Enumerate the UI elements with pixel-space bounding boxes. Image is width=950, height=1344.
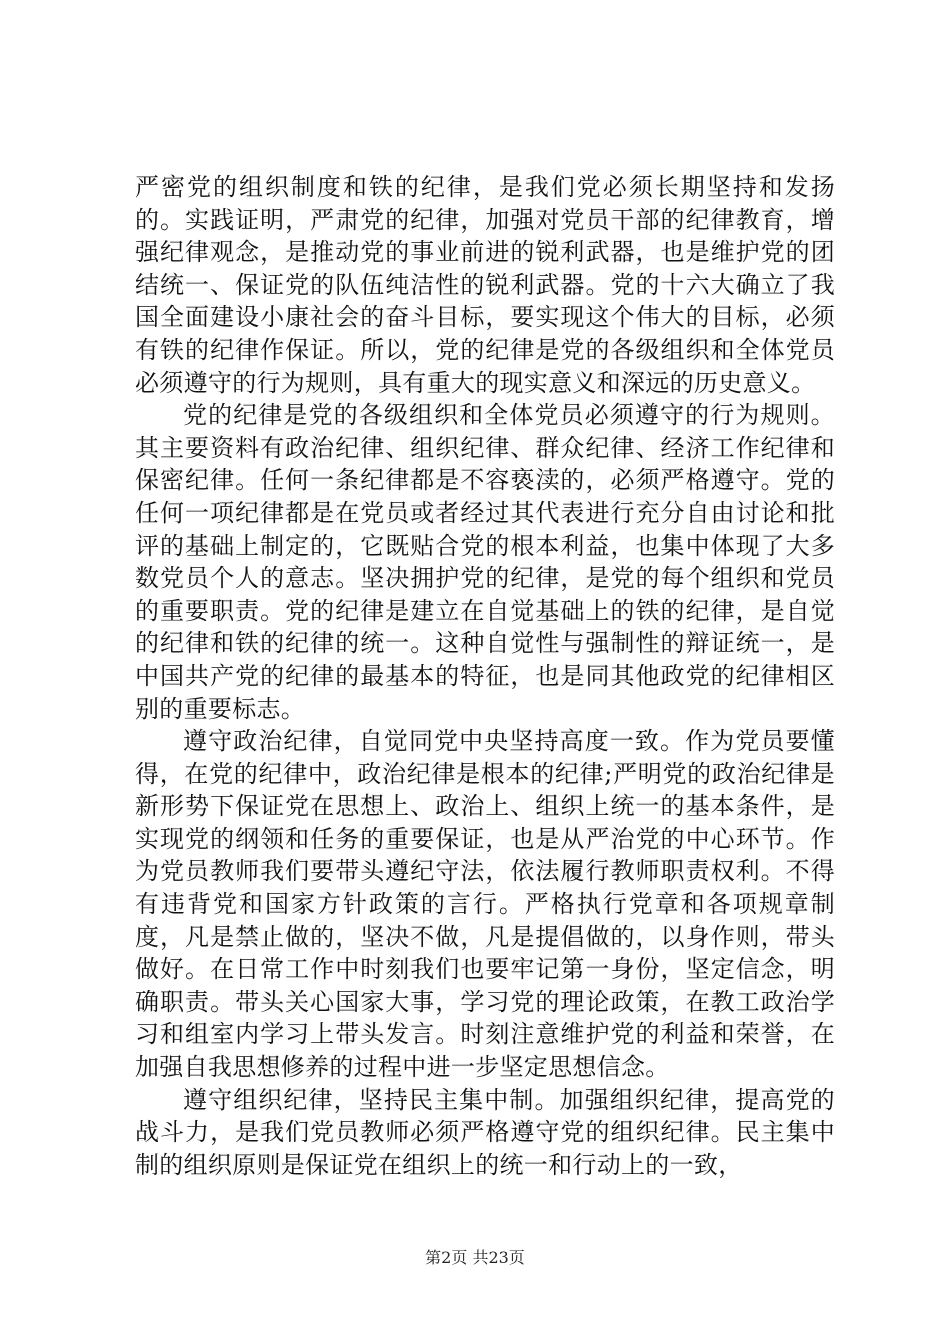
paragraph-continuation: 严密党的组织制度和铁的纪律，是我们党必须长期坚持和发扬的。实践证明，严肃党的纪律，加强对党员干部的纪律教育，增强纪律观念，是推动党的事业前进的锐利武器，也是维护党的团结统一、保证党的队伍纯洁性的锐利武器。党的十六大确立了我国全面建设小康社会的奋斗目标，要实现这个伟大的目标，必须有铁的纪律作保证。所以，党的纪律是党的各级组织和全体党员必须遵守的行为规则，具有重大的现实意义和深远的历史意义。	[135, 173, 835, 397]
paragraph-party-discipline: 党的纪律是党的各级组织和全体党员必须遵守的行为规则。其主要资料有政治纪律、组织纪律、群众纪律、经济工作纪律和保密纪律。任何一条纪律都是不容亵渎的，必须严格遵守。党的任何一项纪律都是在党员或者经过其代表进行充分自由讨论和批评的基础上制定的，它既贴合党的根本利益，也集中体现了大多数党员个人的意志。坚决拥护党的纪律，是党的每个组织和党员的重要职责。党的纪律是建立在自觉基础上的铁的纪律，是自觉的纪律和铁的纪律的统一。这种自觉性与强制性的辩证统一，是中国共产党的纪律的最基本的特征，也是同其他政党的纪律相区别的重要标志。	[135, 401, 835, 723]
paragraph-political-discipline: 遵守政治纪律，自觉同党中央坚持高度一致。作为党员要懂得，在党的纪律中，政治纪律是根本的纪律;严明党的政治纪律是新形势下保证党在思想上、政治上、组织上统一的基本条件，是实现党的纲领和任务的重要保证，也是从严治党的中心环节。作为党员教师我们要带头遵纪守法，依法履行教师职责权利。不得有违背党和国家方针政策的言行。严格执行党章和各项规章制度，凡是禁止做的，坚决不做，凡是提倡做的，以身作则，带头做好。在日常工作中时刻我们也要牢记第一身份，坚定信念，明确职责。带头关心国家大事，学习党的理论政策，在教工政治学习和组室内学习上带头发言。时刻注意维护党的利益和荣誉，在加强自我思想修养的过程中进一步坚定思想信念。	[135, 727, 835, 1082]
document-body	[135, 171, 835, 1181]
paragraph-organizational-discipline: 遵守组织纪律，坚持民主集中制。加强组织纪律，提高党的战斗力，是我们党员教师必须严格遵守党的组织纪律。民主集中制的组织原则是保证党在组织上的统一和行动上的一致，	[135, 1085, 835, 1179]
page-number-footer: 第2页 共23页	[425, 1248, 525, 1267]
